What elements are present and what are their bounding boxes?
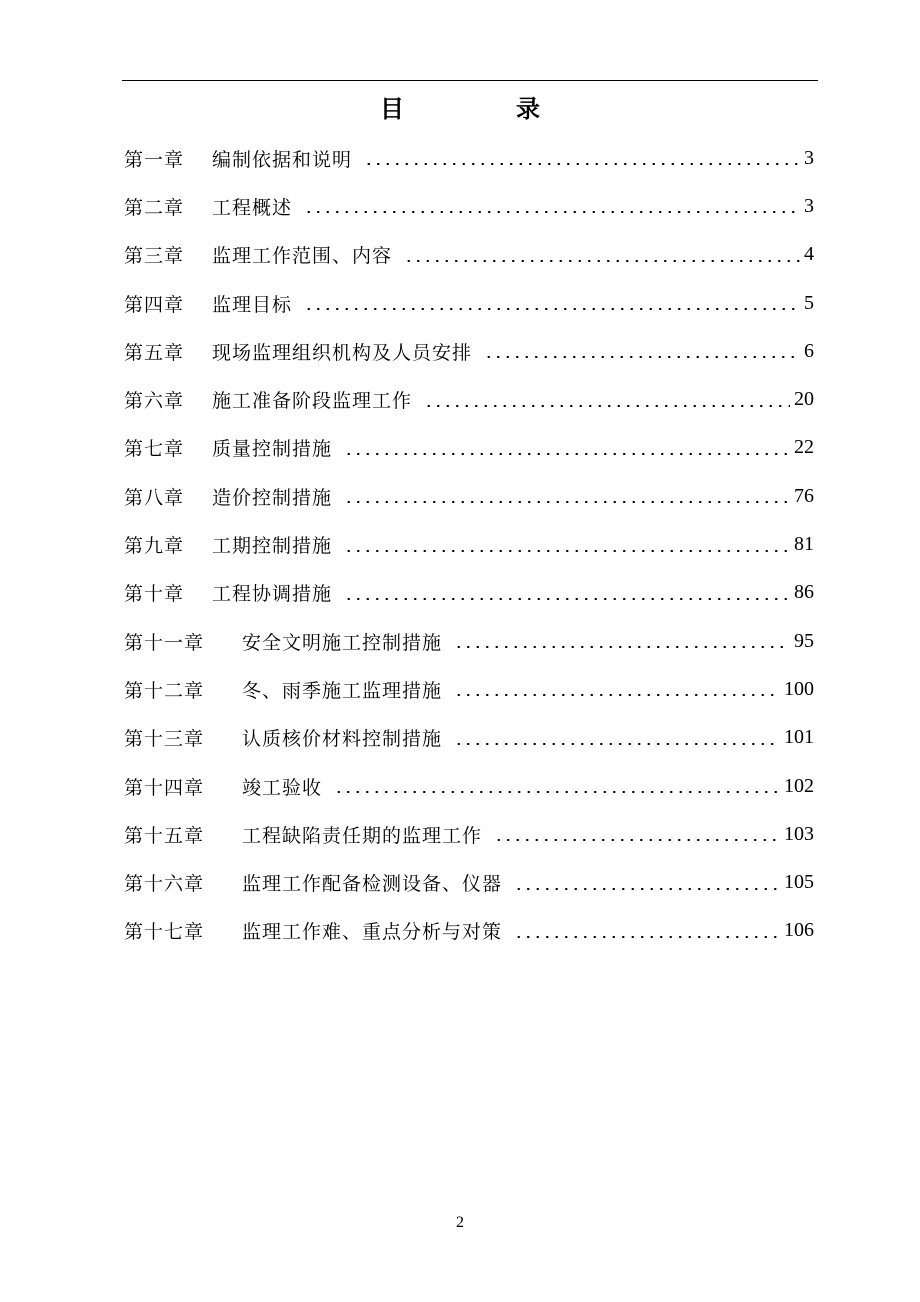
toc-chapter-number: 第七章 <box>124 438 185 461</box>
toc-chapter-number: 第十三章 <box>124 728 205 751</box>
toc-chapter-number: 第一章 <box>124 148 185 171</box>
toc-chapter-heading: 工程概述 <box>212 196 293 219</box>
toc-chapter-heading: 工期控制措施 <box>212 535 333 558</box>
toc-entry[interactable] <box>124 714 814 762</box>
toc-page-number: 3 <box>804 194 814 217</box>
toc-chapter-number: 第十章 <box>124 583 185 606</box>
toc-dot-leader <box>344 453 790 455</box>
toc-chapter-heading: 编制依据和说明 <box>212 148 353 171</box>
toc-page-number: 86 <box>794 581 814 604</box>
toc-page-number: 22 <box>794 436 814 459</box>
toc-dot-leader <box>344 550 790 552</box>
toc-entry[interactable] <box>124 231 814 279</box>
toc-page-number: 20 <box>794 388 814 411</box>
toc-chapter-heading: 监理目标 <box>212 293 293 316</box>
toc-entry[interactable] <box>124 617 814 665</box>
toc-chapter-heading: 认质核价材料控制措施 <box>242 728 443 751</box>
toc-page-number: 6 <box>804 339 814 362</box>
toc-entry[interactable] <box>124 810 814 858</box>
toc-chapter-number: 第八章 <box>124 486 185 509</box>
toc-page-number: 101 <box>784 726 814 749</box>
toc-chapter-number: 第十六章 <box>124 873 205 896</box>
toc-dot-leader <box>514 936 780 938</box>
toc-page-number: 95 <box>794 629 814 652</box>
toc-entry[interactable] <box>124 472 814 520</box>
toc-chapter-number: 第五章 <box>124 341 185 364</box>
toc-dot-leader <box>454 694 780 696</box>
toc-chapter-heading: 施工准备阶段监理工作 <box>212 390 413 413</box>
toc-chapter-number: 第六章 <box>124 390 185 413</box>
toc-chapter-heading: 质量控制措施 <box>212 438 333 461</box>
toc-chapter-number: 第九章 <box>124 535 185 558</box>
toc-page-number: 102 <box>784 774 814 797</box>
toc-entry[interactable] <box>124 279 814 327</box>
toc-page-number: 81 <box>794 533 814 556</box>
toc-dot-leader <box>454 646 790 648</box>
toc-chapter-heading: 工程协调措施 <box>212 583 333 606</box>
header-rule <box>122 80 818 81</box>
toc-title: 目 录 <box>380 95 584 123</box>
toc-entry[interactable] <box>124 375 814 423</box>
toc-page-number: 100 <box>784 677 814 700</box>
toc-page-number: 106 <box>784 919 814 942</box>
toc-chapter-heading: 竣工验收 <box>242 776 323 799</box>
toc-entry[interactable] <box>124 858 814 906</box>
toc-chapter-heading: 造价控制措施 <box>212 486 333 509</box>
toc-entry[interactable] <box>124 134 814 182</box>
toc-entry[interactable] <box>124 569 814 617</box>
toc-chapter-number: 第十四章 <box>124 776 205 799</box>
toc-dot-leader <box>484 356 800 358</box>
toc-dot-leader <box>404 260 800 262</box>
toc-chapter-number: 第四章 <box>124 293 185 316</box>
toc-page-number: 105 <box>784 871 814 894</box>
toc-chapter-number: 第三章 <box>124 245 185 268</box>
toc-dot-leader <box>514 888 780 890</box>
toc-page-number: 3 <box>804 146 814 169</box>
toc-dot-leader <box>334 791 780 793</box>
toc-entry[interactable] <box>124 424 814 472</box>
toc-chapter-heading: 冬、雨季施工监理措施 <box>242 679 443 702</box>
toc-chapter-heading: 安全文明施工控制措施 <box>242 631 443 654</box>
toc-dot-leader <box>344 598 790 600</box>
toc-entry[interactable] <box>124 762 814 810</box>
toc-dot-leader <box>494 839 780 841</box>
toc-entry[interactable] <box>124 182 814 230</box>
toc-entry[interactable] <box>124 327 814 375</box>
toc-dot-leader <box>304 211 800 213</box>
toc-chapter-number: 第十五章 <box>124 824 205 847</box>
toc-page-number: 4 <box>804 243 814 266</box>
page-number: 2 <box>456 1214 464 1231</box>
toc-dot-leader <box>344 501 790 503</box>
toc-chapter-number: 第二章 <box>124 196 185 219</box>
toc-chapter-heading: 监理工作配备检测设备、仪器 <box>242 873 503 896</box>
toc-page-number: 76 <box>794 484 814 507</box>
toc-dot-leader <box>424 405 790 407</box>
toc-dot-leader <box>304 308 800 310</box>
toc-chapter-heading: 现场监理组织机构及人员安排 <box>212 341 473 364</box>
toc-chapter-number: 第十二章 <box>124 679 205 702</box>
toc-chapter-heading: 监理工作难、重点分析与对策 <box>242 921 503 944</box>
toc-chapter-number: 第十七章 <box>124 921 205 944</box>
toc-entry[interactable] <box>124 665 814 713</box>
toc-chapter-number: 第十一章 <box>124 631 205 654</box>
toc-page-number: 103 <box>784 822 814 845</box>
toc-dot-leader <box>364 163 800 165</box>
table-of-contents <box>124 134 814 955</box>
toc-entry[interactable] <box>124 520 814 568</box>
toc-chapter-heading: 工程缺陷责任期的监理工作 <box>242 824 483 847</box>
toc-entry[interactable] <box>124 907 814 955</box>
toc-chapter-heading: 监理工作范围、内容 <box>212 245 393 268</box>
toc-page-number: 5 <box>804 291 814 314</box>
toc-dot-leader <box>454 743 780 745</box>
